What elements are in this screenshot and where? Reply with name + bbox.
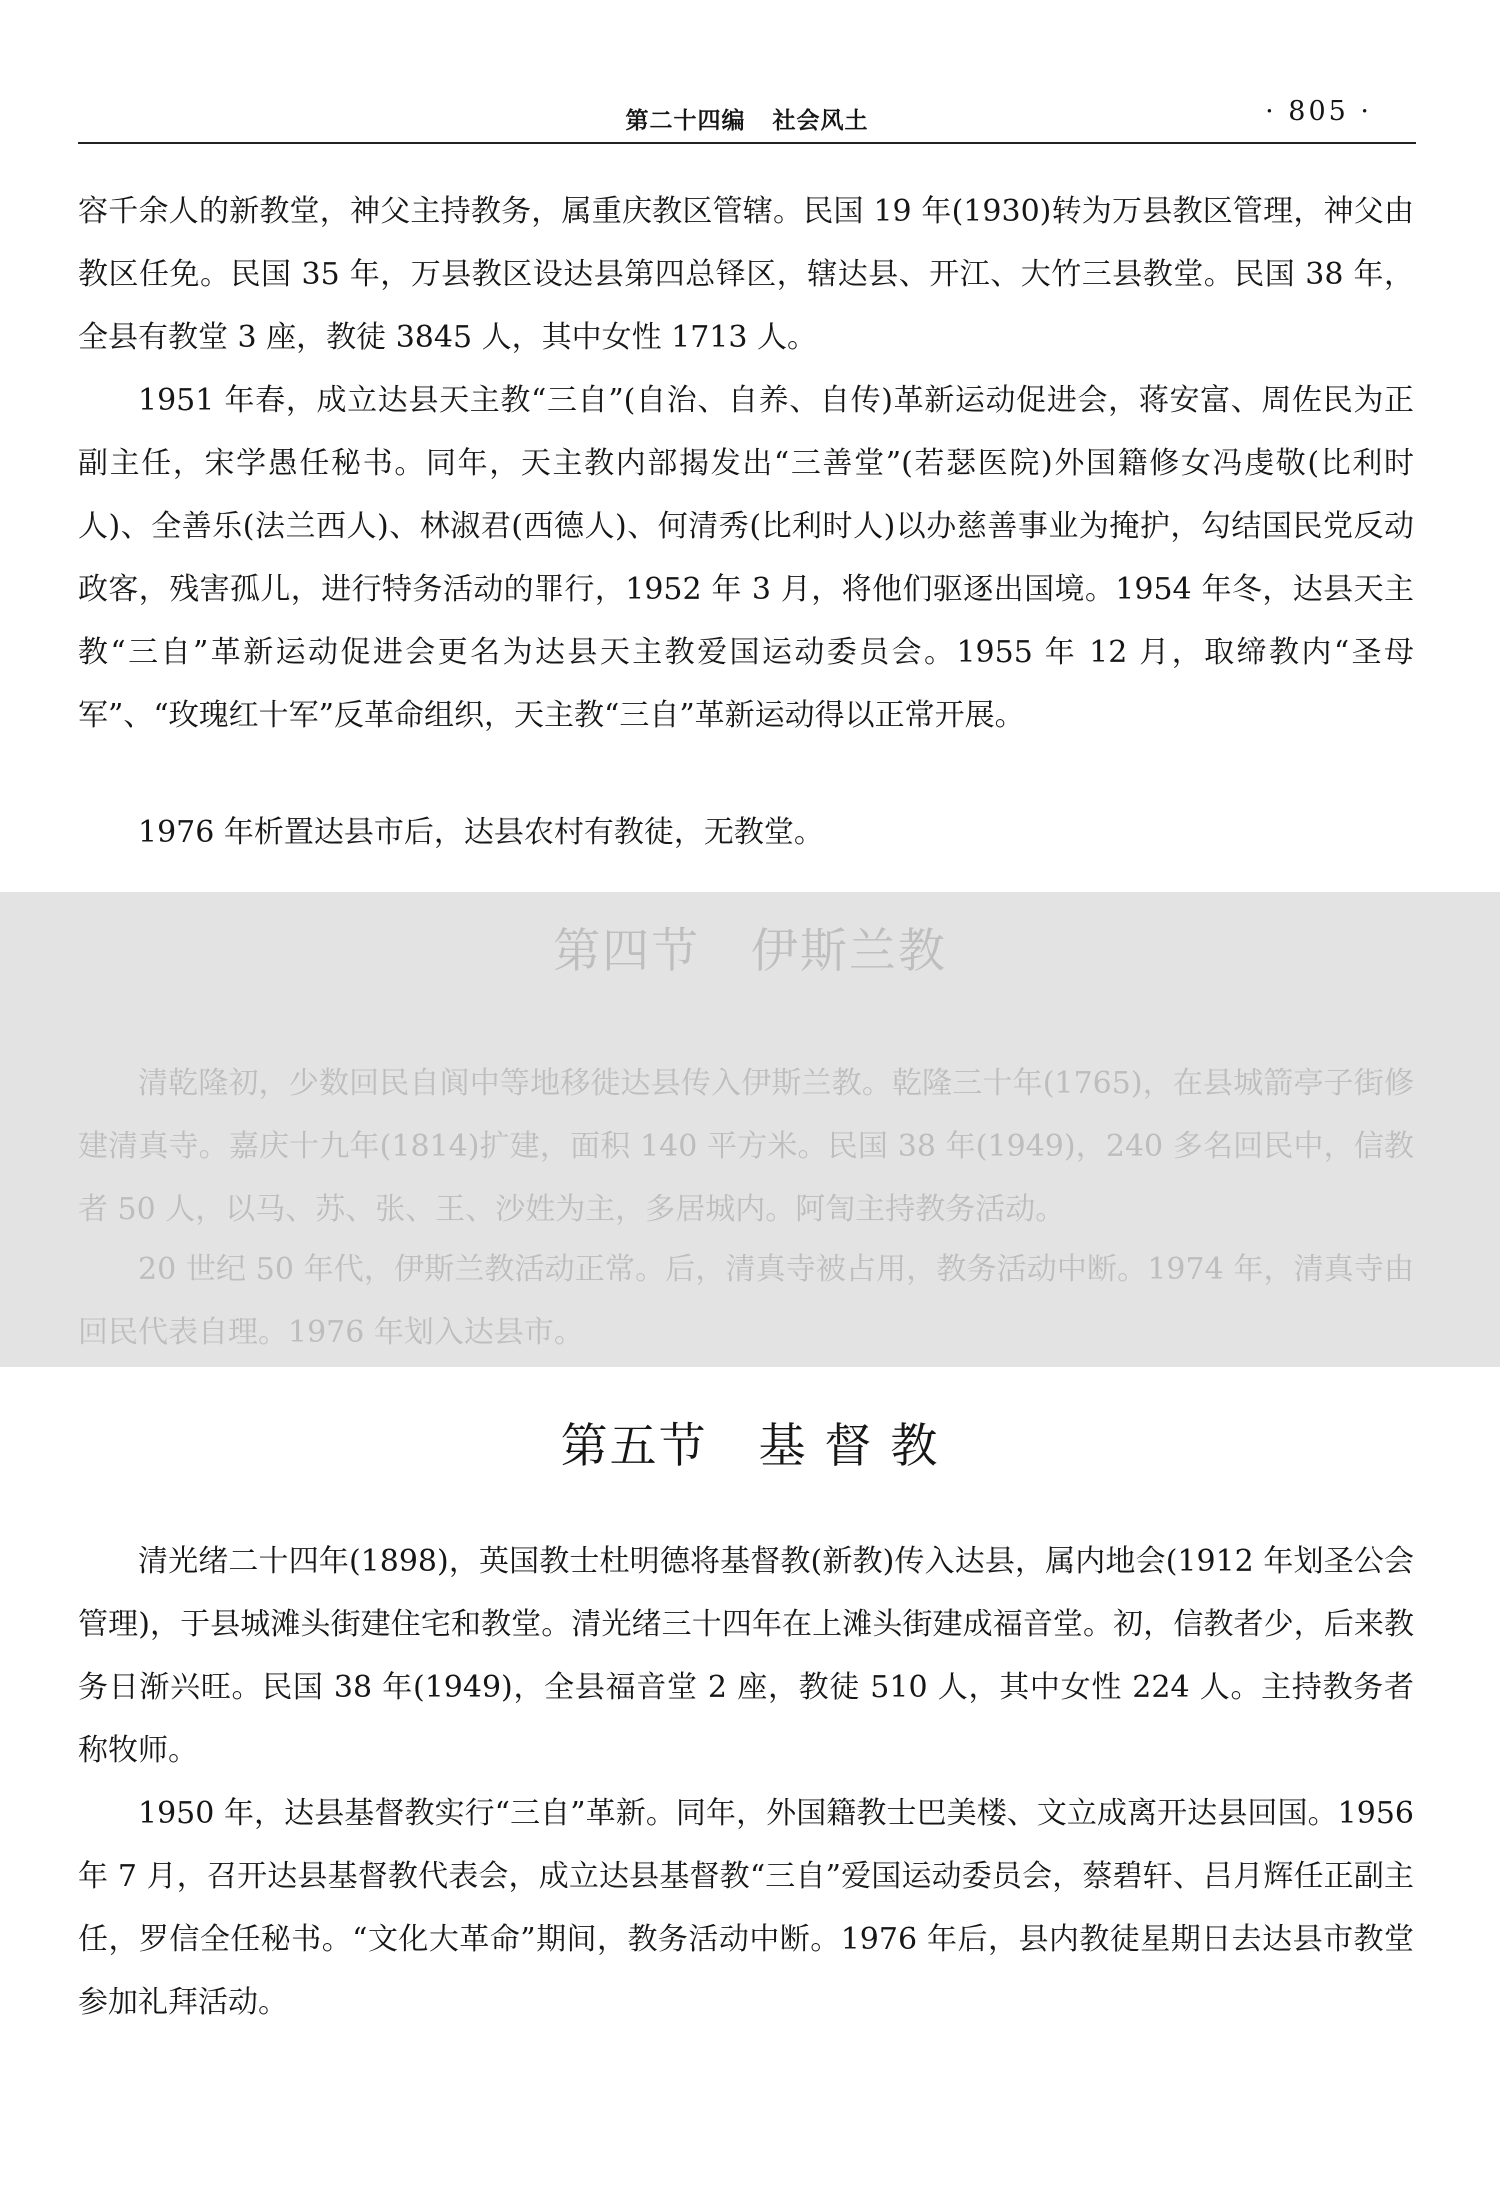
paragraph-catholic-1976: 1976 年析置达县市后，达县农村有教徒，无教堂。 bbox=[138, 815, 824, 850]
paragraph-islam-1: 清乾隆初，少数回民自阆中等地移徙达县传入伊斯兰教。乾隆三十年(1765)，在县城箭亭子街修建清真寺。嘉庆十九年(1814)扩建，面积 140 平方米。民国 38 年(1949)，240 多名回民中，信教者 50 人，以马、苏、张、王、沙姓为主，多居城内。阿訇主持教务活动。 bbox=[78, 1066, 1414, 1227]
section-heading-islam: 第四节 伊斯兰教 bbox=[553, 924, 947, 979]
running-header bbox=[78, 92, 1416, 144]
page-number: · 805 · bbox=[1265, 96, 1372, 127]
faded-section-band bbox=[0, 892, 1500, 1367]
paragraph-christianity-1: 清光绪二十四年(1898)，英国教士杜明德将基督教(新教)传入达县，属内地会(1912 年划圣公会管理)，于县城滩头街建住宅和教堂。清光绪三十四年在上滩头街建成福音堂。初，信教者少，后来教务日渐兴旺。民国 38 年(1949)，全县福音堂 2 座，教徒 510 人，其中女性 224 人。主持教务者称牧师。 bbox=[78, 1544, 1414, 1768]
header-rule bbox=[78, 142, 1416, 144]
header-title: 第二十四编 社会风土 bbox=[625, 108, 869, 134]
paragraph-christianity-2: 1950 年，达县基督教实行“三自”革新。同年，外国籍教士巴美楼、文立成离开达县回国。1956 年 7 月，召开达县基督教代表会，成立达县基督教“三自”爱国运动委员会，蔡碧轩、吕月辉任正副主任，罗信全任秘书。“文化大革命”期间，教务活动中断。1976 年后，县内教徒星期日去达县市教堂参加礼拜活动。 bbox=[78, 1796, 1414, 2020]
paragraph-catholic-1951: 1951 年春，成立达县天主教“三自”(自治、自养、自传)革新运动促进会，蒋安富、周佐民为正副主任，宋学愚任秘书。同年，天主教内部揭发出“三善堂”(若瑟医院)外国籍修女冯虔敬(比利时人)、全善乐(法兰西人)、林淑君(西德人)、何清秀(比利时人)以办慈善事业为掩护，勾结国民党反动政客，残害孤儿，进行特务活动的罪行，1952 年 3 月，将他们驱逐出国境。1954 年冬，达县天主教“三自”革新运动促进会更名为达县天主教爱国运动委员会。1955 年 12 月，取缔教内“圣母军”、“玫瑰红十军”反革命组织，天主教“三自”革新运动得以正常开展。 bbox=[78, 383, 1414, 733]
paragraph-islam-2: 20 世纪 50 年代，伊斯兰教活动正常。后，清真寺被占用，教务活动中断。1974 年，清真寺由回民代表自理。1976 年划入达县市。 bbox=[78, 1252, 1414, 1350]
section-heading-christianity: 第五节 基 督 教 bbox=[560, 1419, 940, 1474]
paragraph-catholic-continued: 容千余人的新教堂，神父主持教务，属重庆教区管辖。民国 19 年(1930)转为万县教区管理，神父由教区任免。民国 35 年，万县教区设达县第四总铎区，辖达县、开江、大竹三县教堂。民国 38 年，全县有教堂 3 座，教徒 3845 人，其中女性 1713 人。 bbox=[78, 194, 1414, 355]
